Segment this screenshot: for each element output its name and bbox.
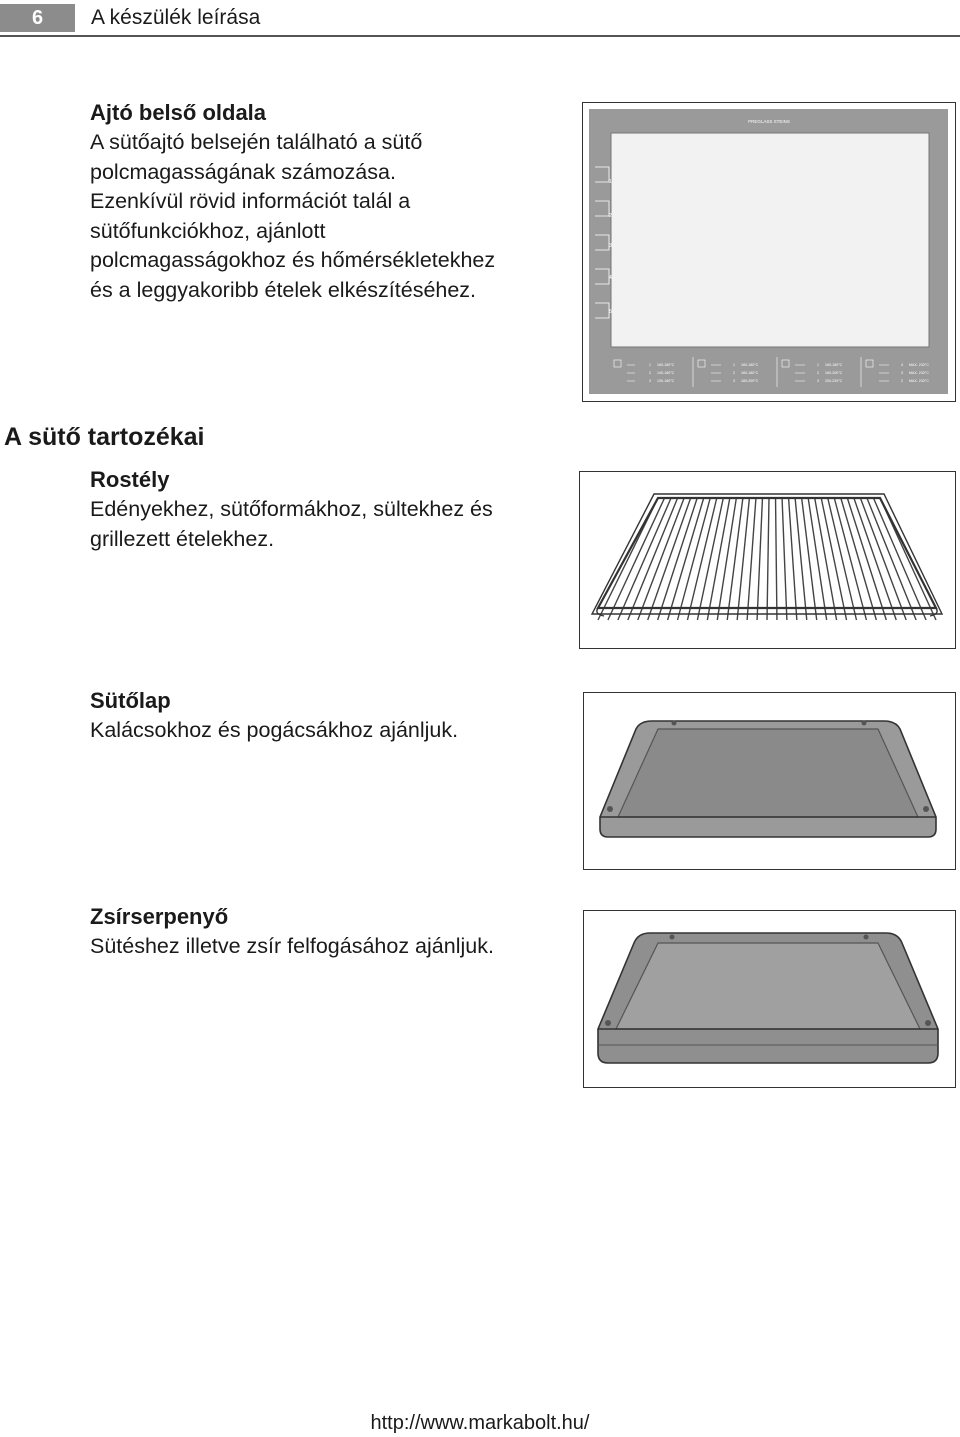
- drip-pan-illustration: [584, 911, 954, 1086]
- rack-desc-line: grillezett ételekhez.: [90, 526, 275, 551]
- rack-wire: [757, 498, 762, 620]
- shelf-number: 2: [609, 213, 612, 219]
- section-title: A készülék leírása: [91, 6, 261, 29]
- door-inside-line: A sütőajtó belsején található a sütő: [90, 130, 423, 154]
- shelf-number: 1: [609, 179, 612, 185]
- rack-wire: [747, 498, 756, 620]
- panel-shelf: 1: [733, 363, 735, 367]
- rack-wire: [789, 498, 797, 620]
- wire-rack-illustration: [580, 472, 954, 647]
- panel-shelf: 1: [817, 363, 819, 367]
- panel-shelf: 3: [649, 379, 651, 383]
- rack-desc-line: Edényekhez, sütőformákhoz, sültekhez és: [90, 497, 493, 521]
- door-inside-line: polcmagasságának számozása.: [90, 159, 396, 184]
- rack-wire: [648, 498, 691, 620]
- panel-temp: 160-180°C: [657, 363, 675, 367]
- baking-tray-figure: [583, 692, 956, 870]
- panel-shelf: 3: [901, 371, 903, 375]
- panel-shelf: 2: [901, 379, 903, 383]
- panel-shelf: 3: [817, 379, 819, 383]
- shelf-number: 5: [609, 309, 612, 315]
- baking-tray-illustration: [584, 693, 954, 868]
- panel-shelf: 2: [733, 371, 735, 375]
- panel-temp: 130-160°C: [657, 379, 675, 383]
- panel-shelf: 3: [733, 379, 735, 383]
- accessory-rack-text: [90, 465, 560, 554]
- rack-wire: [727, 498, 743, 620]
- tray-desc-line: Kalácsokhoz és pogácsákhoz ajánljuk.: [90, 718, 459, 742]
- panel-temp: 180-200°C: [741, 379, 759, 383]
- rack-wire: [668, 498, 704, 620]
- rack-wire: [678, 498, 711, 620]
- rack-wire: [782, 498, 787, 620]
- panel-temp: MAX. 230°C: [909, 379, 929, 383]
- pan-title: Zsírserpenyő: [90, 904, 229, 929]
- oven-door-illustration: [583, 103, 954, 400]
- wire-rack-figure: [579, 471, 956, 649]
- panel-temp: MAX. 230°C: [909, 363, 929, 367]
- door-inside-line: Ezenkívül rövid információt talál a: [90, 189, 411, 213]
- panel-temp: 200-230°C: [825, 379, 843, 383]
- panel-temp: MAX. 230°C: [909, 371, 929, 375]
- panel-temp: 160-180°C: [825, 363, 843, 367]
- door-inside-block: [90, 98, 560, 305]
- rack-wire: [795, 498, 807, 620]
- rack-title: Rostély: [90, 467, 170, 492]
- panel-shelf: 2: [649, 371, 651, 375]
- rack-wire: [776, 498, 777, 620]
- accessory-tray-text: [90, 686, 560, 746]
- oven-door-figure: [582, 102, 956, 402]
- rack-wire: [608, 498, 665, 620]
- door-inside-title: Ajtó belső oldala: [90, 100, 267, 125]
- header-rule: [0, 35, 960, 37]
- panel-shelf: 4: [901, 363, 903, 367]
- shelf-number: 3: [609, 243, 612, 249]
- footer-url: http://www.markabolt.hu/: [370, 1412, 590, 1434]
- pan-desc-line: Sütéshez illetve zsír felfogásához ajánljuk.: [90, 934, 494, 958]
- rack-wire: [841, 498, 877, 620]
- rack-wire: [737, 498, 749, 620]
- rack-wire: [628, 498, 678, 620]
- rack-wire: [802, 498, 817, 620]
- panel-temp: 160-180°C: [741, 371, 759, 375]
- rack-wire: [767, 498, 769, 620]
- drip-pan-figure: [583, 910, 956, 1088]
- door-inside-line: és a leggyakoribb ételek elkészítéséhez.: [90, 277, 477, 302]
- tray-title: Sütőlap: [90, 688, 171, 713]
- shelf-number: 4: [609, 275, 612, 281]
- door-inside-line: sütőfunkciókhoz, ajánlott: [90, 218, 326, 243]
- door-brand: PREGLASS STEINS: [748, 119, 790, 124]
- rack-wire: [834, 498, 866, 620]
- panel-temp: 140-160°C: [657, 371, 675, 375]
- page-header: [0, 0, 960, 38]
- accessory-pan-text: [90, 902, 560, 962]
- panel-shelf: 1: [649, 363, 651, 367]
- door-inside-line: polcmagasságokhoz és hőmérsékletekhez: [90, 248, 496, 272]
- page-number: 6: [0, 4, 75, 32]
- panel-temp: 160-180°C: [741, 363, 759, 367]
- panel-temp: 160-200°C: [825, 371, 843, 375]
- accessories-heading: A sütő tartozékai: [4, 423, 205, 451]
- panel-shelf: 2: [817, 371, 819, 375]
